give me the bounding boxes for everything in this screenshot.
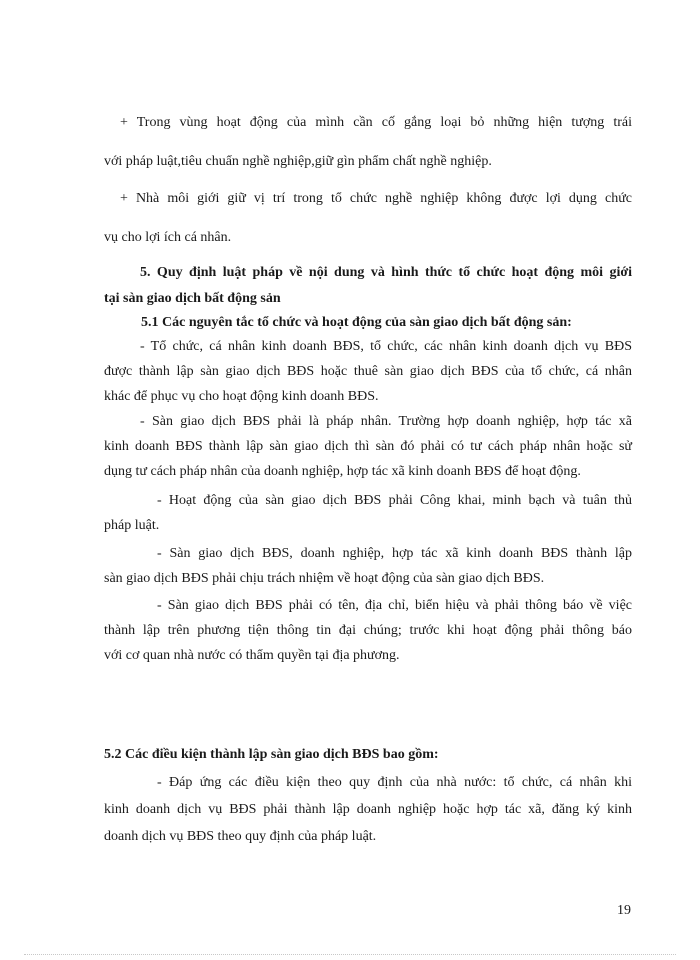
s51-p5-line-2: thành lập trên phương tiện thông tin đại chúng; trước khi hoạt động phải thông báo: [104, 623, 632, 638]
s51-p3-line-1: - Hoạt động của sàn giao dịch BĐS phải Công khai, minh bạch và tuân thủ: [157, 493, 632, 508]
intro-line-3: + Nhà môi giới giữ vị trí trong tổ chức nghề nghiệp không được lợi dụng chức: [120, 191, 632, 206]
section-5-heading-line-2: tại sàn giao dịch bất động sản: [104, 291, 281, 306]
s51-p1-line-1: - Tổ chức, cá nhân kinh doanh BĐS, tổ chức, các nhân kinh doanh dịch vụ BĐS: [140, 339, 632, 354]
s51-p4-line-2: sàn giao dịch BĐS phải chịu trách nhiệm về hoạt động của sàn giao dịch BĐS.: [104, 571, 545, 586]
s51-p5-line-1: - Sàn giao dịch BĐS phải có tên, địa chỉ, biển hiệu và phải thông báo về việc: [157, 598, 632, 613]
s52-p1-line-2: kinh doanh dịch vụ BĐS phải thành lập doanh nghiệp hoặc hợp tác xã, đăng ký kinh: [104, 802, 632, 817]
section-5-2-heading: 5.2 Các điều kiện thành lập sàn giao dịch BĐS bao gồm:: [104, 747, 439, 762]
s52-p1-line-3: doanh dịch vụ BĐS theo quy định của pháp luật.: [104, 829, 377, 844]
intro-line-1: + Trong vùng hoạt động của mình cần cố gắng loại bỏ những hiện tượng trái: [120, 115, 632, 130]
page-bottom-divider: [24, 954, 676, 955]
s52-p1-line-1: - Đáp ứng các điều kiện theo quy định của nhà nước: tổ chức, cá nhân khi: [157, 775, 632, 790]
s51-p4-line-1: - Sàn giao dịch BĐS, doanh nghiệp, hợp tác xã kinh doanh BĐS thành lập: [157, 546, 632, 561]
section-5-heading-line-1: 5. Quy định luật pháp về nội dung và hình thức tổ chức hoạt động môi giới: [140, 265, 632, 280]
section-5-1-heading: 5.1 Các nguyên tắc tổ chức và hoạt động của sàn giao dịch bất động sản:: [141, 315, 572, 330]
s51-p3-line-2: pháp luật.: [104, 518, 160, 533]
intro-line-4: vụ cho lợi ích cá nhân.: [104, 230, 232, 245]
s51-p5-line-3: với cơ quan nhà nước có thẩm quyền tại địa phương.: [104, 648, 400, 663]
s51-p1-line-2: được thành lập sàn giao dịch BĐS hoặc thuê sàn giao dịch BĐS của tổ chức, cá nhân: [104, 364, 632, 379]
intro-line-2: với pháp luật,tiêu chuẩn nghề nghiệp,giữ gìn phẩm chất nghề nghiệp.: [104, 154, 492, 169]
s51-p1-line-3: khác để phục vụ cho hoạt động kinh doanh BĐS.: [104, 389, 379, 404]
s51-p2-line-2: kinh doanh BĐS thành lập sàn giao dịch thì sàn đó phải có tư cách pháp nhân hoặc sử: [104, 439, 632, 454]
s51-p2-line-3: dụng tư cách pháp nhân của doanh nghiệp, hợp tác xã kinh doanh BĐS để hoạt động.: [104, 464, 581, 479]
page-number: 19: [617, 903, 631, 918]
s51-p2-line-1: - Sàn giao dịch BĐS phải là pháp nhân. Trường hợp doanh nghiệp, hợp tác xã: [140, 414, 632, 429]
